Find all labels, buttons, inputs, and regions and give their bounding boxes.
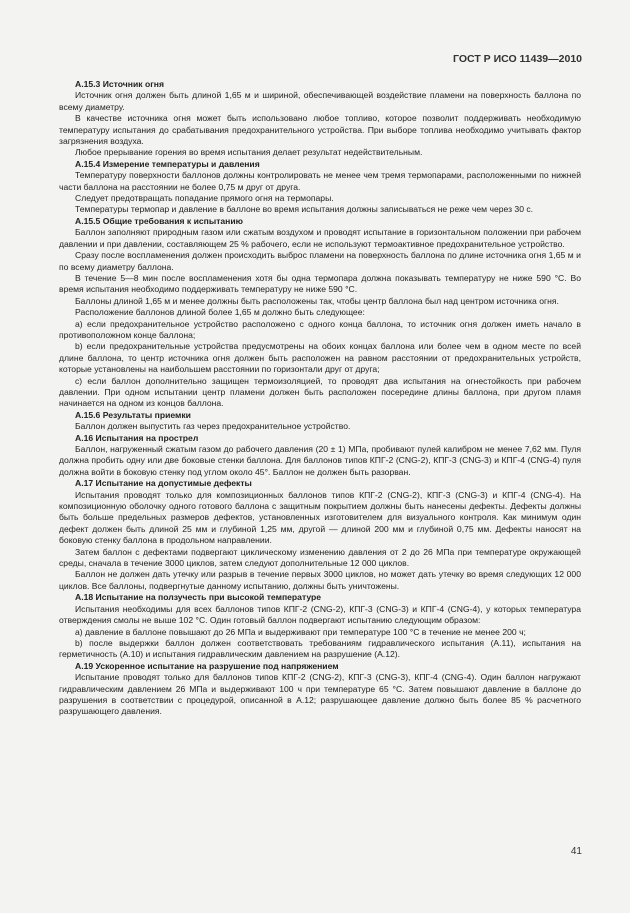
paragraph: В течение 5—8 мин после воспламенения хотя бы одна термопара должна показывать температуру не ниже 590 °С. Во время испытания необходимо поддерживать температуру не ниже 590 °С. [59,272,581,295]
paragraph: Температуру поверхности баллонов должны контролировать не менее чем тремя термопарами, расположенными по нижней части баллона на расстоянии не более 0,75 м друг от друга. [59,170,581,192]
page-header: ГОСТ Р ИСО 11439—2010 [453,53,582,65]
paragraph: В качестве источника огня может быть использовано любое топливо, которое позволит поддерживать необходимую температуру испытания до срабатывания предохранительного устройства. При выборе топлива необходимо учитывать фактор загрязнения воздуха. [59,113,581,147]
section-heading: A.19 Ускоренное испытание на разрушение под напряжением [75,660,339,671]
paragraph: Баллон должен выпустить газ через предохранительное устройство. [75,421,351,432]
section-heading: A.18 Испытание на ползучесть при высокой температуре [75,592,322,603]
section-heading: A.15.6 Результаты приемки [75,409,191,420]
paragraph: Затем баллон с дефектами подвергают циклическому изменению давления от 2 до 26 МПа при температуре окружающей среды, сначала в течение 3000 циклов, затем следуют дополнительные 12 000 циклов. [59,546,581,569]
paragraph: Баллон не должен дать утечку или разрыв в течение первых 3000 циклов, но может дать утечку во время следующих 12 000 циклов. Все баллоны, подвергнутые данному испытанию, должны быть уничтожены. [59,569,581,591]
paragraph: Баллон заполняют природным газом или сжатым воздухом и проводят испытание в горизонтальном положении при рабочем давлении и при давлении, составляющем 25 % рабочего, если не используют термоактивное предохранительное устройство. [59,227,581,249]
paragraph: Испытания проводят только для композиционных баллонов типов КПГ-2 (CNG-2), КПГ-3 (CNG-3) и КПГ-4 (CNG-4). На композиционную оболочку одного готового баллона с защитным покрытием должны быть нанесены дефекты. Дефекты должны быть больше предельных размеров дефектов, установленных изготовителем для визуального контроля. Как минимум один дефект должен быть длиной 25 мм и глубиной 1,25 мм, другой — длиной 200 мм и глубиной 0,75 мм. Дефекты наносят на боковую стенку баллона в продольном направлении. [59,489,581,546]
paragraph: c) если баллон дополнительно защищен термоизоляцией, то проводят два испытания на огнестойкость при рабочем давлении. При одном испытании центр пламени должен быть расположен посередине длины баллона, при другом пламя начинается на одном из концов баллона. [59,375,581,409]
paragraph: Испытания необходимы для всех баллонов типов КПГ-2 (CNG-2), КПГ-3 (CNG-3) и КПГ-4 (CNG-4), у которых температура отверждения смолы не выше 102 °С. Один готовый баллон подвергают испытанию следующим образом: [59,603,581,626]
page-number: 41 [570,846,582,857]
section-heading: A.16 Испытания на прострел [75,432,199,443]
paragraph: b) после выдержки баллон должен соответствовать требованиям гидравлического испытания (A.11), испытания на герметичность (A.10) и испытания гидравлическим давлением на разрушение (A.12). [59,637,581,660]
section-heading: A.15.5 Общие требования к испытанию [75,215,243,226]
paragraph: Расположение баллонов длиной более 1,65 м должно быть следующее: [75,307,365,318]
paragraph: Сразу после воспламенения должен происходить выброс пламени на поверхность баллона по длине источника огня 1,65 м и по всему диаметру баллона. [59,250,581,272]
paragraph: Следует предотвращать попадание прямого огня на термопары. [75,193,334,204]
paragraph: Баллон, нагруженный сжатым газом до рабочего давления (20 ± 1) МПа, пробивают пулей калибром не менее 7,62 мм. Пуля должна пробить одну или две боковые стенки баллона. Для баллонов типов КПГ-2 (CNG-2), КПГ-3 (CNG-3) и КПГ-4 (CNG-4) пуля должна войти в боковую стенку под углом около 45°. Баллон не должен быть разорван. [59,444,581,477]
section-heading: A.15.4 Измерение температуры и давления [75,158,260,169]
section-heading: A.17 Испытание на допустимые дефекты [75,478,252,489]
paragraph: Источник огня должен быть длиной 1,65 м и шириной, обеспечивающей воздействие пламени на поверхность баллона по всему диаметру. [59,90,581,112]
paragraph: a) давление в баллоне повышают до 26 МПа и выдерживают при температуре 100 °С в течение не менее 200 ч; [75,626,526,637]
section-heading: A.15.3 Источник огня [75,79,164,89]
document-body [59,79,581,718]
paragraph: b) если предохранительные устройства предусмотрены на обоих концах баллона или более чем в одном месте по всей длине баллона, то центр источника огня должен быть расположен на равном расстоянии от предохранительных устройств, которые установлены на наибольшем расстоянии по горизонтали друг от друга; [59,341,581,375]
paragraph: Испытание проводят только для баллонов типов КПГ-2 (CNG-2), КПГ-3 (CNG-3), КПГ-4 (CNG-4). Один баллон нагружают гидравлическим давлением 26 МПа и выдерживают 100 ч при температуре 65 °С. Затем повышают давление в баллоне до разрушения в соответствии с процедурой, описанной в A.12; разрушающее давление должно быть более 85 % расчетного разрушающего давления. [59,672,581,717]
paragraph: Баллоны длиной 1,65 м и менее должны быть расположены так, чтобы центр баллона был над центром источника огня. [75,295,559,306]
paragraph: a) если предохранительное устройство расположено с одного конца баллона, то источник огня должен иметь начало в противоположном конце баллона; [59,318,581,340]
paragraph: Любое прерывание горения во время испытания делает результат недействительным. [75,147,423,158]
paragraph: Температуры термопар и давление в баллоне во время испытания должны записываться не реже чем через 30 с. [75,204,534,215]
